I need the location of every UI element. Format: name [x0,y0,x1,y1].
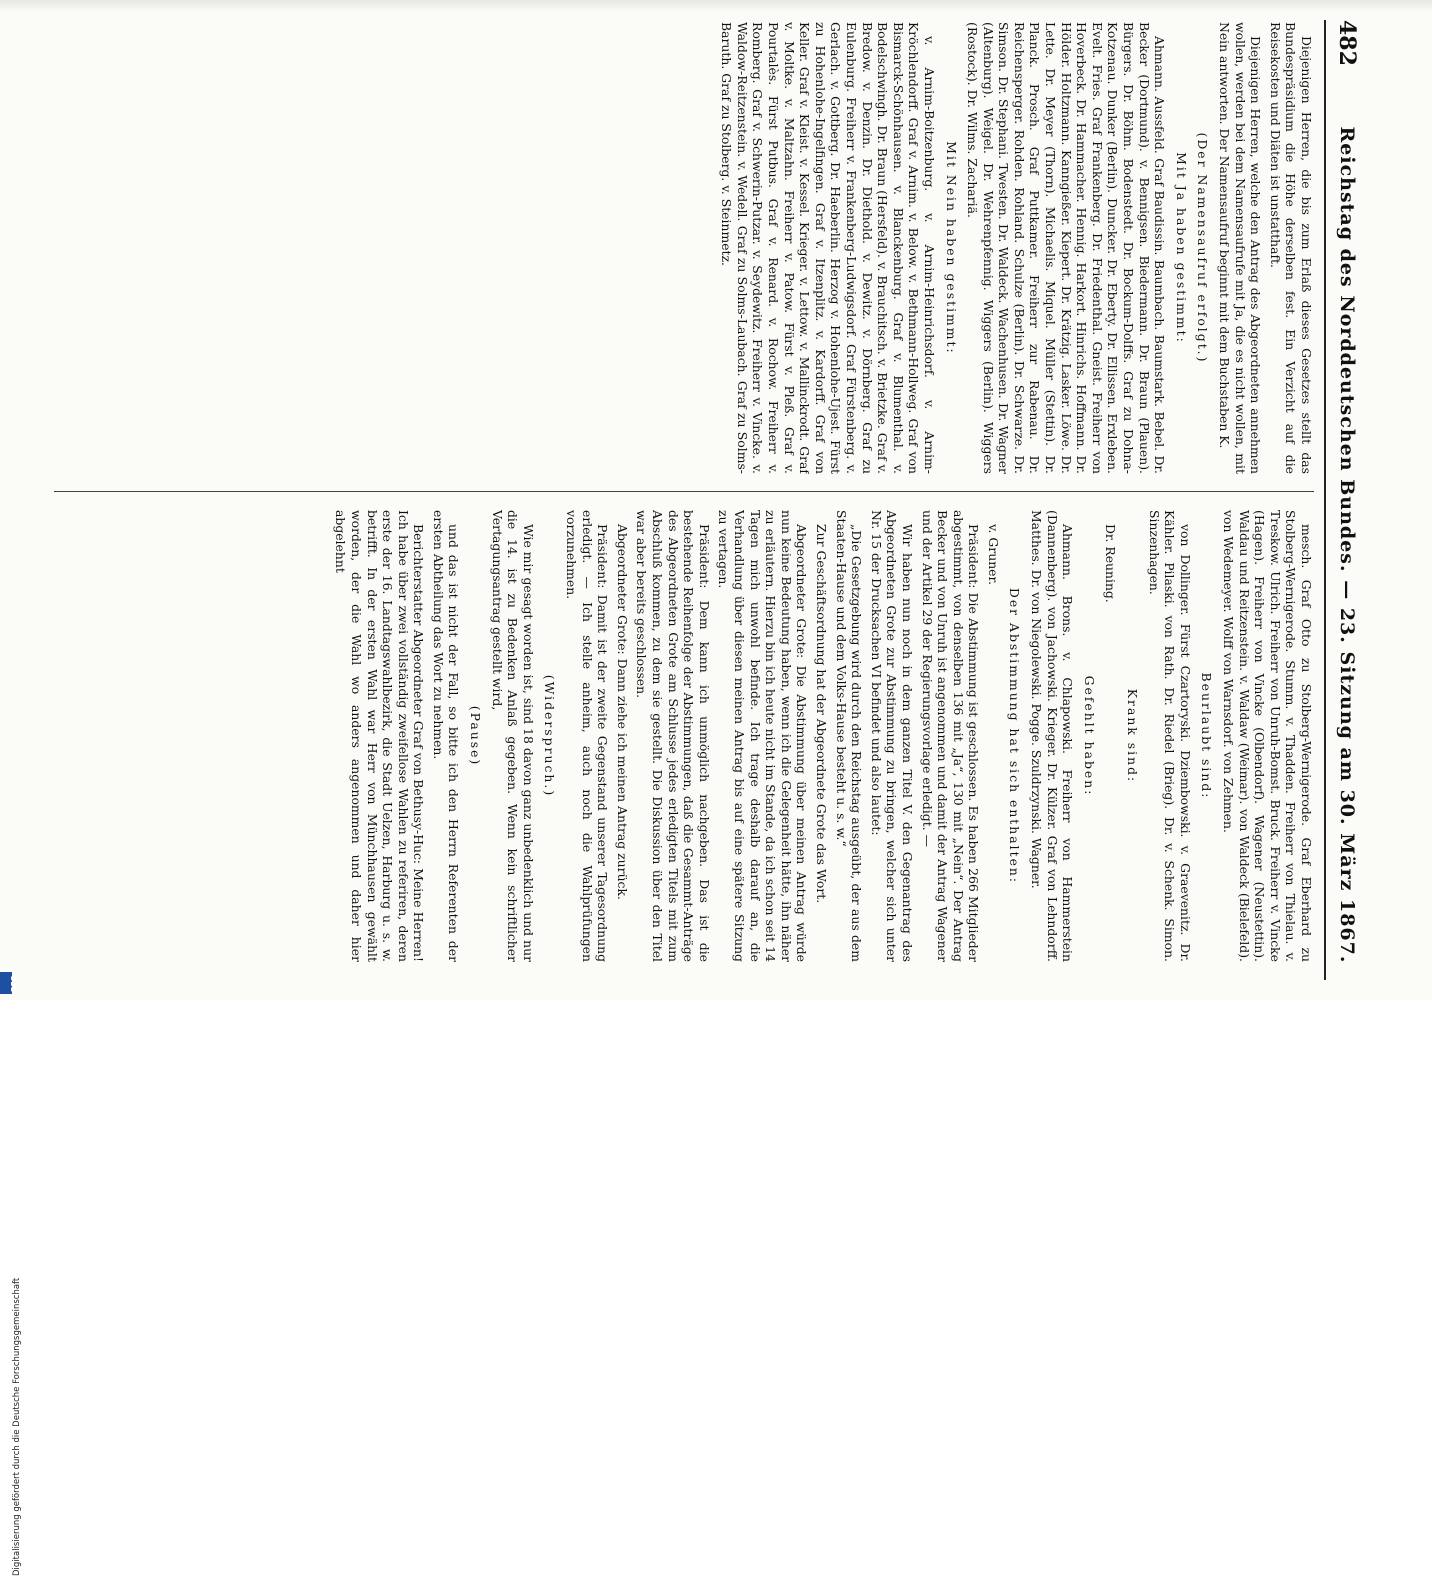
column-divider [54,491,1314,492]
paragraph: Präsident: Die Abstimmung ist geschlossen. Es haben 266 Mitglieder abgestimmt, von denselben 136 mit „Ja“, 130 mit „Nein“. Der Antrag Becker und von Unruh ist angenommen und damit der Antrag Wagener und der Artikel 29 der Regierungsvorlage erledigt. — [919,510,982,962]
section-heading: Mit Ja haben gestimmt: [1173,152,1189,344]
paragraph: mesch. Graf Otto zu Stolberg-Wernigerode. Graf Eberhard zu Stolberg-Wernigerode. Stumm. v. Thadden. Freiherr von Thielau. v. Treskow. Ulrich. Freiherr von Unruh-Bomst. Bruck. Freiherr v. Vincke (Hagen). Freiherr von Vincke (Olbendorf). Wagener (Neustettin). Waldau und Reitzenstein. v. Waldaw (Weimar). von Waldeck (Bielefeld). von Wedemeyer. Wolff von Warnsdorf. von Zehmen. [1221,510,1314,962]
paragraph: Berichterstatter Abgeordneter Graf von Bethusy-Huc: Meine Herren! Ich habe über zwei vollständig zweifellose Wahlen zu referiren, deren erste der 16. Landtagswahlbezirk, die Stadt Uelzen, Harburg u. s. w. betrifft. In der ersten Wahl war Herr von Münchhausen gewählt worden, der die Wahl wo anders angenommen und daher hier abgelehnt [333,510,427,962]
paragraph: Zur Geschäftsordnung hat der Abgeordnete Grote das Wort. [813,524,829,904]
left-text-column [24,22,1314,474]
paragraph: Abgeordneter Grote: Dann ziehe ich meinen Antrag zurück. [614,524,630,900]
paragraph: von Dollinger. Fürst Czartoryski. Dziembowski. v. Graevenitz. Dr. Kähler. Pilaski. von Rath. Dr. Riedel (Brieg). Dr. v. Schenk. Simon. Sinzenhagen. [1146,510,1193,962]
section-heading: (Pause) [468,705,484,767]
paragraph: Diejenigen Herren, die bis zum Erlaß dieses Gesetzes stellt das Bundespräsidium die Höhe derselben fest. Ein Verzicht auf die Reisekosten und Diäten ist unstatthaft. [1267,22,1314,474]
dfg-logo: DFG [0,972,12,994]
digitization-note: Digitalisierung gefördert durch die Deutsche Forschungsgemeinschaft [12,1277,22,1576]
paragraph: v. Arnim-Boitzenburg. v. Arnim-Heinrichsdorf. v. Arnim-Kröchlendorff. Graf v. Arnim. v. Below. v. Bethmann-Hollweg. Graf von Bismarck-Schönhausen. v. Blanckenburg. Graf v. Blumenthal. v. Bodelschwingh. Dr. Braun (Hersfeld). v. Brauchitsch. v. Brietzke. Graf v. Bredow. v. Denzin. Dr. Diethold. v. Dewitz. v. Dörnberg. Graf zu Eulenburg. Freiherr v. Frankenberg-Ludwigsdorf. Graf Fürstenberg. v. Gerlach. v. Gottberg. Dr. Haeberlin. Herzog v. Hohenlohe-Ujest. Fürst zu Hohenlohe-Ingelfingen. Graf v. Itzenplitz. v. Kardorff. Graf von Keller. Graf v. Kleist. v. Kessel. Krieger. v. Lettow. v. Mallinckrodt. Graf v. Moltke. v. Maltzahn. Freiherr v. Patow. Fürst v. Pleß. Graf v. Pourtalès. Fürst Putbus. Graf v. Renard. v. Rochow. Freiherr v. Romberg. Graf v. Schwerin-Putzar. v. Seydewitz. Freiherr v. Vincke. v. Waldow-Reitzenstein. v. Wedell. Graf zu Solms-Laubach. Graf zu Solms-Baruth. Graf zu Stolberg. v. Steinmetz. [719,22,937,474]
section-heading: (Der Namensaufruf erfolgt.) [1195,132,1211,364]
section-heading: Mit Nein haben gestimmt: [943,141,959,355]
right-text-column [24,510,1314,962]
section-heading: Krank sind: [1125,688,1141,784]
paragraph: Dr. Reuning. [1103,524,1119,603]
section-heading: Beurlaubt sind: [1199,672,1215,800]
paragraph: Präsident: Dem kann ich unmöglich nachgeben. Das ist die bestehende Reihenfolge der Abstimmungen, daß die Gesammt-Anträge des Abgeordneten Grote am Schlusse jedes erledigten Titels mit zum Abschluß kommen, zu dem sie gestellt. Die Diskussion über den Titel war aber bereits geschlossen. [634,510,712,962]
paragraph: Ahmann. Aussfeld. Graf Baudissin. Baumbach. Baumstark. Bebel. Dr. Becker (Dortmund). v. Bennigsen. Biedermann. Dr. Braun (Plauen). Bürgers. Dr. Böhm. Bodenstedt. Dr. Bockum-Dolffs. Graf zu Dohna-Kotzenau. Dunker (Berlin). Duncker. Dr. Eberty. Dr. Ellissen. Erxleben. Evelt. Fries. Graf Frankenberg. Dr. Friedenthal. Gneist. Freiherr von Hoverbeck. Dr. Hammacher. Hennig. Harkort. Hinrichs. Hoffmann. Dr. Hölder. Holtzmann. Kanngießer. Kiepert. Dr. Krätzig. Lasker. Löwe. Dr. Lette. Dr. Meyer (Thorn). Michaelis. Miquel. Müller (Stettin). Dr. Planck. Prosch. Graf Puttkamer. Freiherr zur Rabenau. Dr. Reichensperger. Rohden. Rohland. Schulze (Berlin). Dr. Schwarze. Dr. Simson. Dr. Stephani. Twesten. Dr. Waldeck. Wachenhusen. Dr. Wagner (Altenburg). Weigel. Dr. Wehrenpfennig. Wiggers (Berlin). Wiggers (Rostock). Dr. Wilms. Zachariä. [965,22,1168,474]
paragraph: v. Gruner. [985,524,1001,586]
paragraph: und das ist nicht der Fall, so bitte ich den Herrn Referenten der ersten Abtheilung das Wort zu nehmen. [430,510,462,962]
paragraph: Wir haben nun noch in dem ganzen Titel V. den Gegenantrag des Abgeordneten Grote zur Abstimmung zu bringen, welcher sich unter Nr. 15 der Drucksachen VI befindet und also lautet: [868,510,915,962]
paragraph: Präsident: Damit ist der zweite Gegenstand unserer Tagesordnung erledigt. — Ich stelle anheim, auch noch die Wahlprüfungen vorzunehmen. [564,510,611,962]
running-head [1324,20,1360,980]
paragraph: Wie mir gesagt worden ist, sind 18 davon ganz unbedenklich und nur die 14. ist zu Bedenken Anlaß gegeben. Wenn kein schriftlicher Vertagungsantrag gestellt wird, [489,510,536,962]
page-number: 482 [1334,20,1360,66]
running-head-title: Reichstag des Norddeutschen Bundes. — 23. Sitzung am 30. März 1867. [1336,126,1358,964]
section-heading: Gefehlt haben: [1081,675,1097,797]
paragraph: Abgeordneter Grote: Die Abstimmung über meinen Antrag würde nun keine Bedeutung haben, wenn ich die Gelegenheit hätte, ihn näher zu erläutern. Hierzu bin ich heute nicht im Stande, da ich schon seit 14 Tagen mich unwohl befinde. Ich trage deshalb darauf an, die Verhandlung über diesen meinen Antrag bis auf eine spätere Sitzung zu vertagen. [716,510,810,962]
paragraph: „Die Gesetzgebung wird durch den Reichstag ausgeübt, der aus dem Staaten-Hause und dem Volks-Hause besteht u. s. w.“ [833,510,865,962]
paragraph: Diejenigen Herren, welche den Antrag des Abgeordneten annehmen wollen, werden bei dem Namensaufrufe mit Ja, die es nicht wollen, mit Nein antworten. Der Namensaufruf beginnt mit dem Buchstaben K. [1217,22,1264,474]
section-heading: (Widerspruch.) [542,674,558,798]
section-heading: Der Abstimmung hat sich enthalten: [1007,587,1023,885]
paragraph: Ahmann. Brons. v. Chlapowski. Freiherr von Hammerstein (Dannenberg). von Jachowski. Krieger. Dr. Külzer. Graf von Lehndorff. Matthes. Dr. von Niegolewski. Pogge. Szuldrzynski. Wagner. [1029,510,1076,962]
